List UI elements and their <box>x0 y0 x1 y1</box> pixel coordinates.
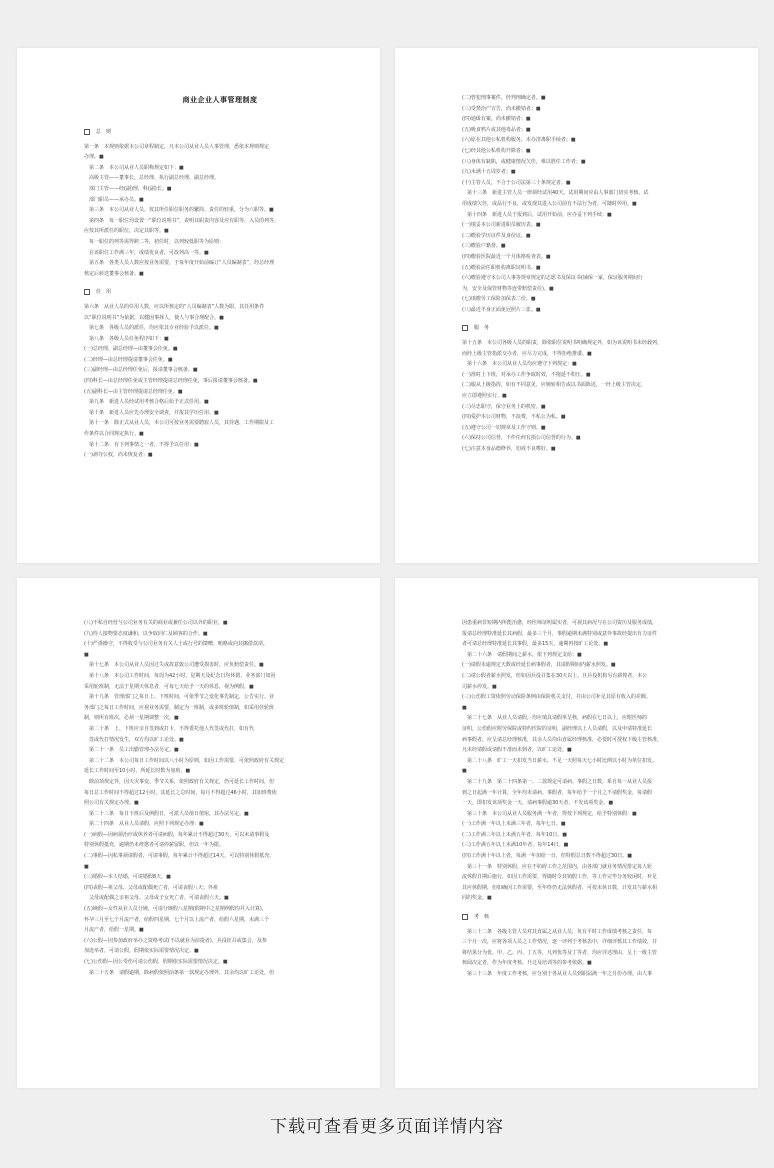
text-line: 凡未经请假或请假不准而未到者，以旷工论处。■ <box>462 747 572 754</box>
text-line: 报请总经理特准延长其病假，最多三个月，事假逾期未满特别或意外事故经提出有力证件 <box>462 630 658 637</box>
text-line: 到之日起满一年计算，全年均未请病、事假者，每年给予一个月之不请假奖金，每请假 <box>462 789 653 796</box>
text-line: 第十条 新进人员应先办理安全调查，并报其学历任用。■ <box>84 409 219 416</box>
text-line: 第一条 本规则依据本公司章程制定，凡本公司从业人员人事管理，悉依本规则规定 <box>84 143 270 150</box>
text-line: (十)严谨操守，不得收受与公司业务有关人士或行号的馈赠、贿赂或向其挪借款项。 <box>84 641 268 648</box>
text-line: (三)婚假—本人结婚，可请婚假8天。■ <box>84 874 171 881</box>
text-line: (一)总经理、副总经理—由董事会任免。■ <box>84 346 178 353</box>
text-line: 在该职位工作满三年，成绩优良者，可改列高一等。■ <box>84 249 209 256</box>
text-line: 第三十三条 年度工作考核，应分别于各从业人员到职届满一年之月份办理。由人事 <box>462 971 653 977</box>
text-line: (四)丧假—祖父母、父母或配偶死亡者，可请丧假八天；外祖 <box>84 884 218 891</box>
text-line: (九)待人接物要态度谦和，以争取同仁及顾客的合作。■ <box>84 630 208 637</box>
section-heading-text: 总 则 <box>96 129 112 135</box>
text-line: 第二条 本公司从业人员职称规定如下：■ <box>84 164 184 171</box>
text-line: 者可请总经理特准延长其事假，最多15天，逾期再按旷工论处。■ <box>462 641 609 648</box>
text-line: 应按其所派任的职位，决定其职等。■ <box>84 228 169 235</box>
text-line: (一)准时上下班，对承办工作争取时效，不拖延不积压。■ <box>462 371 591 378</box>
text-line: 第十一条 除正式从业人员，本公司可按业务需要聘雇人员，其待遇、工作期限及工 <box>84 420 275 427</box>
text-line: (六)缴验遵守本公司人事等规章规定的志愿书及保证书(铺保一家，保证服务期间行 <box>462 275 643 282</box>
text-line: (七)填缴劳工保险加保表二份。■ <box>462 296 536 303</box>
section-heading <box>84 127 356 138</box>
text-line: 第十九条 管理部门之每日上、下班时间，可依季节之变化事先制定，公告实行。业 <box>84 694 275 701</box>
page-content <box>462 618 734 980</box>
text-line: 高级主管——董事长、总经理、执行副总经理、副总经理。 <box>84 175 220 182</box>
text-line: (八)最近半身正面免冠照片三张。■ <box>462 306 541 313</box>
page-content <box>462 93 734 455</box>
checkbox-icon <box>462 325 468 331</box>
text-line: 三个月一次，应将各项人员之工作情况，逐一评列于考核表中，详细评核其工作绩效，并 <box>462 939 658 946</box>
text-line: (八)不私自经营与公司业务有关的商业或兼任公司以外的职业。■ <box>84 620 228 626</box>
text-line: ■ <box>84 651 89 658</box>
text-line: (七)注意本身品德修养，切戒不良嗜好。■ <box>462 446 556 452</box>
text-line: 第四条 每一职位均设置一“职位说明书”，说明其职责内容及应有职等，入员的列等， <box>84 217 280 224</box>
text-line: 第十八条 本公司工作时间，每周为42小时，星期天及纪念日均休假，业务部门如因 <box>84 672 276 679</box>
text-line: (二)请公假者薪水照发，但如因兵役召集在30天以上，且兵役机构另有薪俸者，本公 <box>462 672 648 679</box>
text-line: (五)娩假—女性从业人员分娩，可请分娩假八星期(假期中之星期例假均并入计算)， <box>84 906 267 913</box>
text-line: (四)通缉有案，尚未撤销者；■ <box>462 116 531 123</box>
text-line: 签或代打情况发生，双方均以旷工论处。■ <box>84 736 184 743</box>
text-line: (三)副经理—由总经理任免后，报请董事会核备。■ <box>84 367 198 374</box>
text-line: 第二十七条 从业人员请假，均应填具请假单呈核，病假在七日以上，应附医师的 <box>462 715 648 722</box>
text-line: (四)科长—由总经理任免或主管经理提请总经理任免，事后报请董事会核备。■ <box>84 378 258 385</box>
text-line: 核阅决定者，作为年度考核、升迁及培训等的参考依据。■ <box>462 960 592 967</box>
text-line: 司薪水停发。■ <box>462 683 497 690</box>
page-content <box>84 95 356 461</box>
text-line: 第八条 各级人员任免程序如下：■ <box>84 335 169 342</box>
text-line: 其应休假期，但如确因工作需要，至年终仍无法休假者，可按未休日数，计发其与薪水相 <box>462 884 658 891</box>
text-line: 第三十条 本公司从业人员服务满一年者，得按下列规定，给予特别休假：■ <box>462 810 637 817</box>
text-line: (九)未满十五周岁者；■ <box>462 169 516 176</box>
document-page-1 <box>17 48 380 563</box>
download-more-prompt[interactable]: 下载可查看更多页面详情内容 <box>270 1117 504 1137</box>
text-line: 第三十一条 特别休假，应在不妨碍工作之范围内，由各部门就业务情况排定每人轮 <box>462 863 653 870</box>
document-page-3 <box>17 578 380 1088</box>
text-line: 每一职位的列等需得跨二等，初任时，以列较低职等为原则： <box>84 238 225 245</box>
checkbox-icon <box>84 289 90 295</box>
text-line: 月流产者，给假一星期。■ <box>84 927 144 934</box>
text-line: ■ <box>462 704 467 711</box>
text-line: (一)请假未逾规定天数或经延长病事假者，其请假期间内薪水照发。■ <box>462 662 616 669</box>
text-line: 除前项规定外，因天灾事变、季节关系，依照政府有关规定，仍可延长工作时间，但 <box>84 778 275 785</box>
text-line: 第十五条 本公司各级人员的职责，除依职位说明书明确规定外，如为该说明书未经载列， <box>462 340 663 347</box>
document-page-2 <box>395 48 758 563</box>
text-line: (二)事假—因私事须请假者，可请事假，每年累计不得超过14天，可以特别休假抵充。 <box>84 853 275 860</box>
section-heading <box>462 323 734 334</box>
text-line: (六)公假—因参加政府举办之资格考试(不以就业为前提者)，兵役征召或集会，及参 <box>84 937 267 944</box>
text-line: 父母或配偶之亲祖父母、父母或子女死亡者，可请丧假六天。■ <box>84 895 229 902</box>
text-line: 第二十五条 请假逾期，除病假依照前条第一款规定办理外，其余均以旷工论处，但 <box>84 969 275 976</box>
text-line: 第二十二条 本公司每日工作时间以八小时为原则，如因工作需要，可依照政府有关规定 <box>84 757 285 764</box>
text-line: 第五条 各类人员人数应按业务需要，于每年度开始前编订“人员编制表”，经总经理 <box>84 260 275 267</box>
text-line: 作条件以合同规定执行。■ <box>84 431 144 438</box>
text-line: (二)工作满三年以上未满五年者，每年10日。■ <box>462 831 567 838</box>
text-line: (七)经其他公私机构开除者；■ <box>462 147 531 154</box>
text-line: 第十二条 有下列事情之一者，不得予以任用：■ <box>84 441 199 448</box>
section-heading <box>84 287 356 298</box>
text-line: 第二十三条 每日下班后及例假日，可派人员值日值宿，其办法另定。■ <box>84 810 249 817</box>
text-line: 证明，公伤假应附劳保院或特约医院的证明，副经理以上人员请假，以及申请特准延长 <box>462 725 653 732</box>
text-line: 第七条 各级人员的派任，均应依其专业经验予以派任。■ <box>84 325 219 332</box>
text-line: 第十七条 本公司从业人员因过失或故意致公司遭受损害时，应负赔偿责任。■ <box>84 662 264 669</box>
text-line: ■ <box>462 768 467 775</box>
text-line: 为，安全及保管财物等连带赔偿责任)。■ <box>462 285 554 292</box>
text-line: (三)尽忠职守，保守业务上的机密。■ <box>462 403 546 410</box>
text-line: (二)服从上级指挥，如有不同意见，应婉转相告或以书面陈述，一经上级主管决定， <box>462 382 646 389</box>
text-line: 制，则所有班次，必须一星期调整一次。■ <box>84 715 179 722</box>
text-line: 而经上级主管指派交办者，应尽力完成，不得拒绝推诿。■ <box>462 350 592 357</box>
text-line: 照公司有关规定办理。■ <box>84 800 139 807</box>
text-line: 用成绩欠佳，或品行不良，或发现其进入公司前有不法行为者，可随时停用。■ <box>462 200 637 207</box>
text-line: (二)经理—由总经理提请董事会任免。■ <box>84 356 173 363</box>
text-line: 第二十六条 请假期间之薪水，依下列规定支给：■ <box>462 651 582 658</box>
text-line: (六)原在其他公私机构服务，未办清离职手续者；■ <box>462 137 576 144</box>
text-line: (一)病假—因病须治疗或休养者可请病假，每年累计不得超过30天，可以未请事假及 <box>84 831 270 838</box>
text-line: 延长工作时间至10小时，所延长时数为加班。■ <box>84 768 191 775</box>
text-line: 第十四条 新进人员于报到后，试用开始前，应办妥下列手续：■ <box>462 211 612 218</box>
text-line: (四)爱护本公司财物，不浪费，不私公为私。■ <box>462 414 566 421</box>
text-line: 同的奖金。■ <box>462 895 492 902</box>
text-line: 第三十二条 各级主管人员对其直属之从业人员，负有平时工作成绩考核之责任，每 <box>462 928 653 935</box>
section-heading-text: 考 核 <box>474 914 490 921</box>
text-line: 加选举者，可请公假，假期依实际需要情况决定。■ <box>84 948 199 955</box>
text-line: 特别休假抵充，逾期仍未痊愈者可请停薪留职，但以一年为限。 <box>84 842 225 849</box>
text-line: 务部门之每日工作时间，应视业务需要，制定为一班制，或多班轮值制，如采用佳轮班 <box>84 704 275 711</box>
text-line: (五)遵守公司一切规章及工作守则。■ <box>462 424 546 431</box>
text-line: 第二十九条 第二十四条第一、二款规定可请病、事假之日数，系自每一从业人员报 <box>462 778 653 785</box>
text-line: (三)公伤假工资依照劳动保险条例由保险机关支付，并由公司补足其原有收入的差额。 <box>462 694 651 701</box>
text-line: 因患重病非短期内所能治愈，经医师证明属实者，可视其病况与在公司资历及服务成绩， <box>462 620 658 626</box>
text-line: (四)缴验医院最近一个月体格检查表。■ <box>462 253 551 260</box>
text-line: ■ <box>84 863 89 870</box>
text-line: (一)填妥本公司新进职员履历表。■ <box>462 222 541 229</box>
text-line: (八)身体有缺陷，或健康情况欠佳，难以胜任工作者；■ <box>462 158 586 165</box>
text-line: 一天，即扣发该项奖金一天，请病事假逾30天者，不发该项奖金。■ <box>462 800 614 807</box>
text-line: 将结果分为优、甲、乙、丙、丁五等，凡列优等及丁等者，均应详述理由，呈上一级主管 <box>462 949 658 956</box>
text-line: 病事假者，应呈请总经理核准，其余人员均由直属经理核准，必要时可授权下级主管核准， <box>462 736 663 743</box>
text-line: 第三条 本公司从业人员，按其所任职位职务的繁简、责任的轻重，分为六职等。■ <box>84 207 274 214</box>
text-line: (七)公伤假—因公受伤可请公伤假，假期依实际需要情况决定。■ <box>84 959 228 965</box>
text-line: 第十六条 本公司从业人员均应遵守下列规定：■ <box>462 361 577 368</box>
text-line: 第六条 从业人员的任用人数，应以所核定的“人员编制表”人数为限，其任用条件 <box>84 303 265 310</box>
text-line: (十)主管人员，不合于公司法第三十条规定者。■ <box>462 179 571 186</box>
text-line: (六)保持公司信誉，不作任何有损公司信誉的行为。■ <box>462 435 581 442</box>
page-content <box>84 618 356 978</box>
text-line: (三)缴验户籍誊。■ <box>462 243 506 250</box>
section-heading <box>462 912 734 923</box>
text-line: 第二十八条 旷工一天扣发当日薪水，不足一天照每天七小时比例以小时为单位扣发。 <box>462 757 658 764</box>
document-page-4 <box>395 578 758 1088</box>
text-line: 办理。■ <box>84 154 104 161</box>
checkbox-icon <box>84 129 90 135</box>
checkbox-icon <box>462 914 468 920</box>
text-line: 采用轮班制，无法于星期天休息者，可每七天给予一天的休息，视为例假。■ <box>84 683 254 690</box>
text-line: 应立即遵照实行。■ <box>462 393 507 400</box>
text-line: 第九条 新进人员经试用考核合格后始予正式任用。■ <box>84 399 209 406</box>
text-line: 第二十四条 从业人员请假，应照下列规定办理：■ <box>84 821 204 828</box>
text-line: (一)剥夺公权，尚未恢复者；■ <box>84 452 153 459</box>
text-line: (三)工作满五年以上未满10年者，每年14日。■ <box>462 842 569 849</box>
text-line: (五)缴验前任职机构离职证明书。■ <box>462 264 541 271</box>
text-line: (三)受禁治产宣告，尚未撤销者；■ <box>462 105 541 112</box>
text-line: (五)吸食鸦片或其他毒品者；■ <box>462 126 531 133</box>
text-line: 以“职位说明书”为依据，以健因事择人，使人与事合理配合。■ <box>84 314 224 321</box>
text-line: (二)缴验学历证件及身份证。■ <box>462 232 531 239</box>
text-line: 第十三条 新进主管人员一律须经试用40天，试用期间应由人事部门切实考核，试 <box>462 190 649 197</box>
text-line: 部门职员——承办员。■ <box>84 196 144 203</box>
text-line: (五)副科长—由主管经理提请总经理任免。■ <box>84 388 183 395</box>
text-line: 核定后转送董事会核备。■ <box>84 270 144 277</box>
text-line: 第二十条 上、下班应亲自签到或打卡，不得委托他人代签或代打，如有代 <box>84 725 255 732</box>
text-line: 怀孕三月至七个月流产者，给假四星期，七个月以上流产者，给假六星期，未满三个 <box>84 916 270 923</box>
text-line: 每日总工作时间不得超过12小时，其延长之总时间，每月不得超过46小时，其加班费依 <box>84 789 277 796</box>
section-heading-text: 服 务 <box>474 325 490 332</box>
document-title: 商业企业人事管理制度 <box>182 96 258 104</box>
text-line: 部门主管——经(副)理，科(副)长。■ <box>84 185 172 192</box>
text-line: (二)曾犯刑事案件，经判刑确定者。■ <box>462 95 546 101</box>
text-line: 第二十一条 员工出勤管理办法另定。■ <box>84 747 179 754</box>
section-heading-text: 任 用 <box>96 289 112 296</box>
text-line: 流休假日期后施行，如因工作需要，得随时令其销假工作，等工作完毕分务较闲时，补足 <box>462 874 658 881</box>
text-line: (一)工作满一年以上未满三年者，每年七日。■ <box>462 821 566 828</box>
text-line: (四)工作满十年以上者，每满一年加给一日，但特假总日数不得超过30日。■ <box>462 853 632 860</box>
